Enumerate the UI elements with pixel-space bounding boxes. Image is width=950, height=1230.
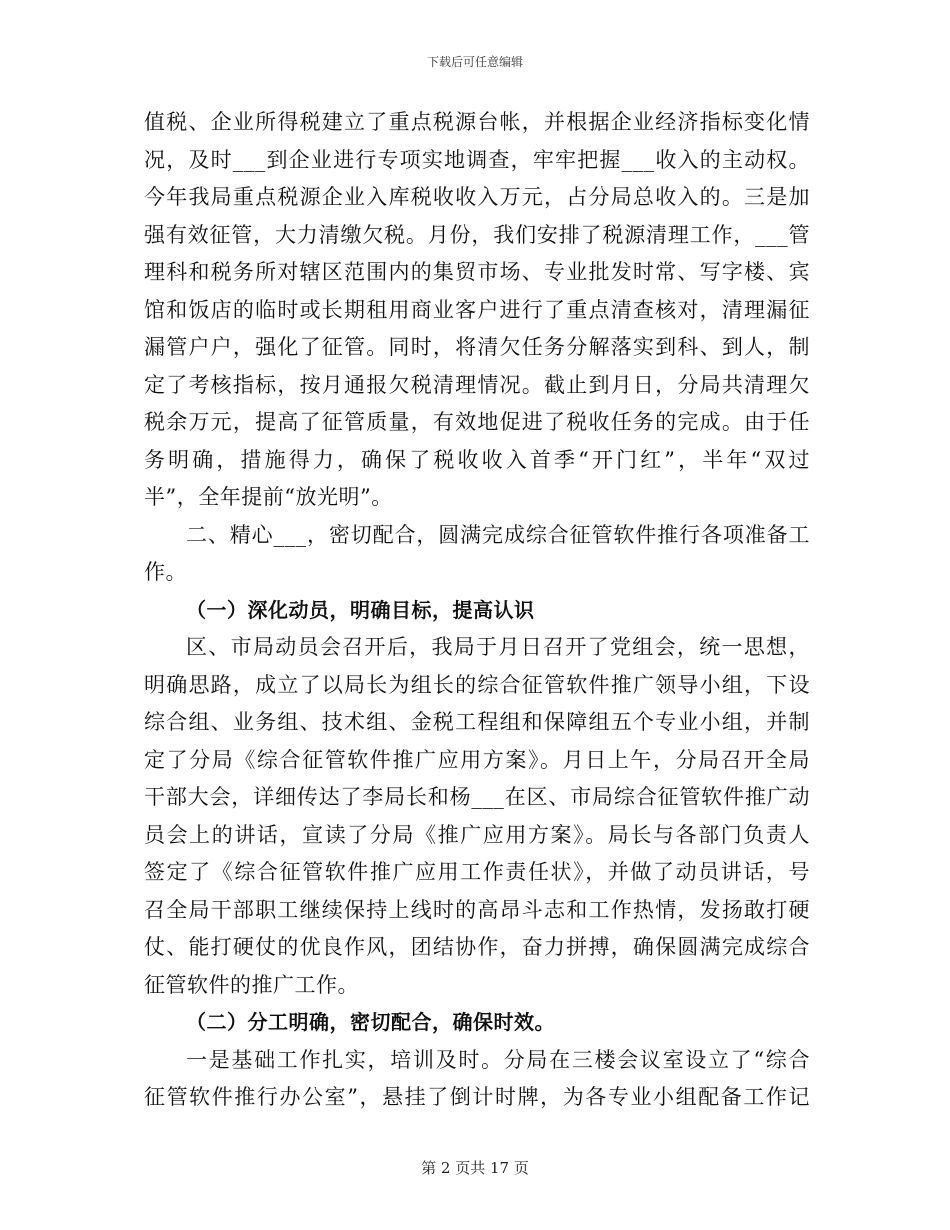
text-line: 仗、能打硬仗的优良作风，团结协作，奋力拼搏，确保圆满完成综合 [144,935,810,959]
page-number: 第 2 页共 17 页 [421,1159,529,1177]
text-line: 理科和税务所对辖区范围内的集贸市场、专业批发时常、写字楼、宾 [144,260,810,284]
text-line: 强有效征管，大力清缴欠税。月份，我们安排了税源清理工作，___管 [144,222,810,247]
text-line: 综合组、业务组、技术组、金税工程组和保障组五个专业小组，并制 [144,710,810,734]
text-line: 漏管户户，强化了征管。同时，将清欠任务分解落实到科、到人，制 [144,335,810,359]
text-line: 况，及时___到企业进行专项实地调查，牢牢把握___收入的主动权。 [144,147,810,172]
text-line: 明确思路，成立了以局长为组长的综合征管软件推广领导小组，下设 [144,672,810,697]
text-line: 税余万元，提高了征管质量，有效地促进了税收任务的完成。由于任 [144,410,810,434]
text-line: 馆和饭店的临时或长期租用商业客户进行了重点清查核对，清理漏征 [144,297,810,322]
text-line: 员会上的讲话，宣读了分局《推广应用方案》。局长与各部门负责人 [144,822,810,847]
text-line: 召全局干部职工继续保持上线时的高昂斗志和工作热情，发扬敢打硬 [144,897,810,922]
subsection-heading: （二）分工明确，密切配合，确保时效。 [186,1010,555,1034]
section-title: 二、精心___，密切配合，圆满完成综合征管软件推行各项准备工 [186,522,810,547]
text-line: 区、市局动员会召开后，我局于月日召开了党组会，统一思想， [186,635,810,659]
document-body [144,104,810,1117]
text-line: 值税、企业所得税建立了重点税源台帐，并根据企业经济指标变化情 [144,110,810,134]
page-header: 下载后可任意编辑 [426,55,523,69]
text-line: 定了分局《综合征管软件推广应用方案》。月日上午，分局召开全局 [144,747,810,772]
text-line: 征管软件推行办公室”，悬挂了倒计时牌，为各专业小组配备工作记 [144,1085,810,1109]
text-line: 签定了《综合征管软件推广应用工作责任状》，并做了动员讲话，号 [144,860,810,884]
subsection-heading: （一）深化动员，明确目标，提高认识 [186,597,535,622]
text-line: 一是基础工作扎实，培训及时。分局在三楼会议室设立了“综合 [186,1047,810,1072]
text-line: 半”，全年提前“放光明”。 [144,485,393,509]
text-line: 作。 [144,560,187,584]
text-line: 今年我局重点税源企业入库税收收入万元，占分局总收入的。三是加 [144,185,810,209]
text-line: 干部大会，详细传达了李局长和杨___在区、市局综合征管软件推广动 [144,785,810,809]
text-line: 征管软件的推广工作。 [144,972,359,997]
text-line: 定了考核指标，按月通报欠税清理情况。截止到月日，分局共清理欠 [144,372,810,397]
text-line: 务明确，措施得力，确保了税收收入首季“开门红”，半年“双过 [144,447,810,472]
